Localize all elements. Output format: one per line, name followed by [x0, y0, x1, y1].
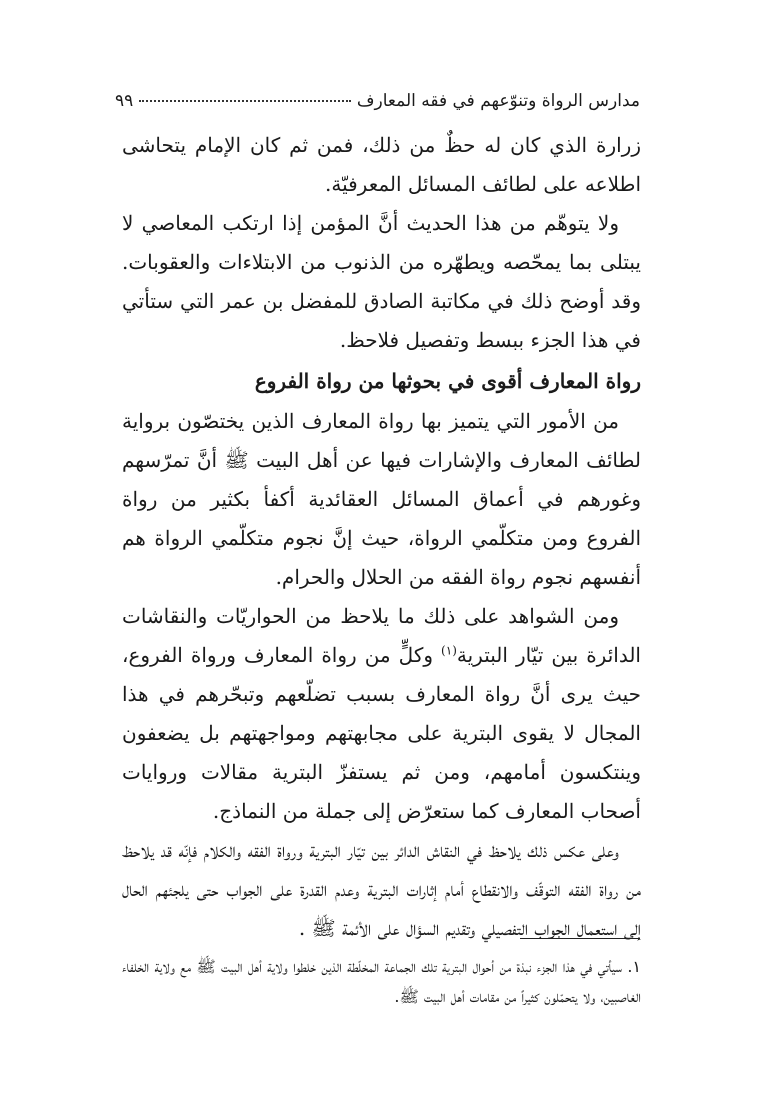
header-title: مدارس الرواة وتنوّعهم في فقه المعارف [356, 91, 640, 111]
footnote-reference: (١) [441, 643, 457, 658]
paragraph-2: ولا يتوهّم من هذا الحديث أنَّ المؤمن إذا ارتكب المعاصي لا يبتلى بما يمحّصه ويطهّره من الذنوب من الابتلاءات والعقوبات. وقد أوضح ذلك في مكاتبة الصادق للمفضل بن عمر التي ستأتي في هذا الجزء ببسط وتفصيل فلاحظ. [122, 211, 641, 352]
footnote-1: ١. سيأتي في هذا الجزء نبذة من أحوال البترية تلك الجماعة المخلّطة الذين خلطوا ولاية أهل البيت ﷺ مع ولاية الخلفاء الغاصبين، ولا يتحمّلون كثيراً من مقامات أهل البيت ﷺ. [122, 957, 641, 1006]
paragraph-4-part-b: وكلٍّ من رواة المعارف ورواة الفروع، حيث يرى أنَّ رواة المعارف بسبب تضلّعهم وتبحّرهم في هذا المجال لا يقوى البترية على مجابهتهم ومواجهتهم بل يضعفون وينتكسون أمامهم، ومن ثم يستفزّ البترية مقالات وروايات أصحاب المعارف كما ستعرّض إلى جملة من النماذج. [122, 643, 641, 823]
page-number: ٩٩ [115, 91, 134, 111]
footnotes [122, 952, 641, 1012]
main-text [122, 126, 641, 948]
section-heading: رواة المعارف أقوى في بحوثها من رواة الفروع [254, 369, 641, 393]
running-header [115, 88, 640, 114]
paragraph-1: زرارة الذي كان له حظٌ من ذلك، فمن ثم كان الإمام يتحاشى اطلاعه على لطائف المسائل المعرفيّة. [122, 133, 641, 196]
paragraph-5: وعلى عكس ذلك يلاحظ في النقاش الدائر بين تيّار البترية ورواة الفقه والكلام فإنّه قد يلاحظ من رواة الفقه التوقّف والانقطاع أمام إثارات البترية وعدم القدرة على الجواب حتى يلجئهم الحال إلى استعمال الجواب التفصيلي وتقديم السؤال على الأئمة ﷺ . [122, 838, 641, 940]
dotted-leader [139, 100, 351, 102]
footnote-separator [520, 938, 640, 939]
paragraph-3: من الأمور التي يتميز بها رواة المعارف الذين يختصّون برواية لطائف المعارف والإشارات فيها عن أهل البيت ﷺ أنَّ تمرّسهم وغورهم في أعماق المسائل العقائدية أكفأ بكثير من رواة الفروع ومن متكلّمي الرواة، حيث إنَّ نجوم متكلّمي الرواة هم أنفسهم نجوم رواة الفقه من الحلال والحرام. [122, 409, 641, 589]
paragraph-4 [122, 597, 641, 831]
paragraph-4-part-a: ومن الشواهد على ذلك ما يلاحظ من الحواريّات والنقاشات الدائرة بين تيّار البترية [122, 604, 641, 667]
